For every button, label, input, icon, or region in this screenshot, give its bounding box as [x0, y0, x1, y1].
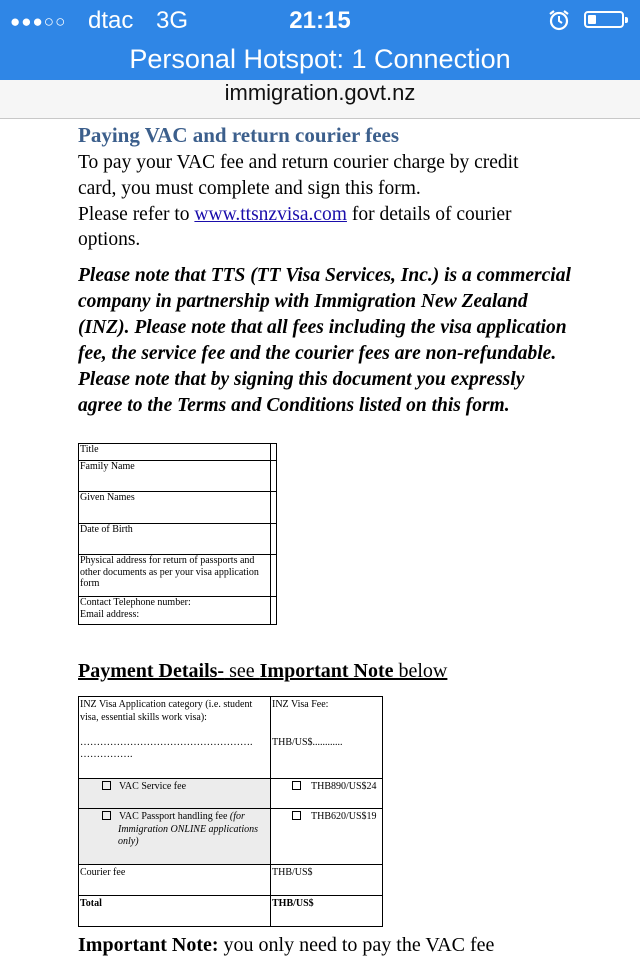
contact-phone-label: Contact Telephone number:: [80, 597, 191, 608]
payment-details-heading: [78, 660, 447, 683]
handling-fee-cell: [79, 809, 271, 865]
ttsnzvisa-link[interactable]: www.ttsnzvisa.com: [194, 203, 347, 225]
visa-category-label: INZ Visa Application category (i.e. student visa, essential skills work visa):: [80, 699, 253, 723]
personal-details-table: [78, 443, 277, 625]
total-value[interactable]: THB/US$: [271, 896, 383, 927]
section-title: Paying VAC and return courier fees: [78, 123, 400, 147]
intro-paragraph: [78, 150, 558, 253]
courier-fee-label: Courier fee: [79, 865, 271, 896]
service-fee-label: VAC Service fee: [119, 781, 187, 792]
battery-icon: [584, 11, 624, 28]
title-field[interactable]: [271, 444, 277, 461]
handling-fee-text: [80, 811, 269, 849]
handling-fee-checkbox[interactable]: [102, 811, 111, 820]
courier-fee-value[interactable]: THB/US$: [271, 865, 383, 896]
intro-text: To pay your VAC fee and return courier charge by credit card, you must complete and sign this form.: [78, 152, 519, 199]
service-fee-amount: THB890/US$24: [311, 781, 377, 792]
date-of-birth-label: Date of Birth: [79, 524, 271, 555]
visa-category-cell[interactable]: [79, 697, 271, 779]
address-field[interactable]: [271, 555, 277, 597]
personal-hotspot-banner[interactable]: Personal Hotspot: 1 Connection: [0, 40, 640, 80]
given-names-label: Given Names: [79, 492, 271, 524]
email-label: Email address:: [80, 608, 140, 620]
intro-text-3: for details of courier options.: [78, 203, 512, 251]
carrier-name: dtac: [88, 7, 134, 34]
address-bar[interactable]: immigration.govt.nz: [0, 80, 640, 119]
battery-tip: [625, 17, 628, 23]
date-of-birth-field[interactable]: [271, 524, 277, 555]
important-note: [78, 934, 494, 957]
payment-see: see: [224, 660, 260, 682]
contact-cell: [79, 597, 271, 625]
family-name-label: Family Name: [79, 461, 271, 492]
status-bar: [0, 0, 640, 40]
visa-fee-label: INZ Visa Fee:: [272, 699, 329, 710]
service-fee-cell: [79, 779, 271, 809]
signal-strength-icon: ●●●○○: [10, 12, 67, 31]
service-fee-amount-cell: [271, 779, 383, 809]
status-time: 21:15: [289, 7, 351, 34]
intro-text-2: Please refer to: [78, 203, 195, 225]
title-label: Title: [79, 444, 271, 461]
important-note-ref: Important Note: [259, 660, 394, 682]
payment-details-table: [78, 696, 383, 927]
handling-fee-amount-cell: [271, 809, 383, 865]
service-fee-amount-checkbox[interactable]: [292, 781, 301, 790]
disclaimer-notice: Please note that TTS (TT Visa Services, Inc.) is a commercial company in partnership with Immigration New Zealand (INZ). Please note that all fees including the visa application fee, the service fee and the courier fees are non-refundable. Please note that by signing this document you expressly agree to the Terms and Conditions listed on this form.: [78, 265, 571, 416]
contact-field[interactable]: [271, 597, 277, 625]
payment-below: below: [393, 660, 448, 682]
payment-details-label: Payment Details-: [78, 660, 225, 682]
important-note-text: you only need to pay the VAC fee: [218, 934, 495, 956]
given-names-field[interactable]: [271, 492, 277, 524]
handling-fee-amount-checkbox[interactable]: [292, 811, 301, 820]
visa-fee-value: THB/US$............: [272, 736, 343, 748]
battery-level: [588, 15, 596, 24]
important-note-label: Important Note:: [78, 934, 219, 956]
handling-fee-note: (for Immigration ONLINE applications only): [118, 811, 259, 847]
alarm-clock-icon: [548, 9, 570, 37]
family-name-field[interactable]: [271, 461, 277, 492]
service-fee-checkbox[interactable]: [102, 781, 111, 790]
visa-fee-cell[interactable]: [271, 697, 383, 779]
handling-fee-amount: THB620/US$19: [311, 811, 377, 822]
handling-fee-label: VAC Passport handling fee: [119, 811, 228, 822]
total-label: Total: [79, 896, 271, 927]
visa-category-dots: ……………………………………………. …………….: [80, 736, 253, 760]
network-type: 3G: [156, 7, 189, 34]
address-label: Physical address for return of passports and other documents as per your visa application form: [79, 555, 271, 597]
